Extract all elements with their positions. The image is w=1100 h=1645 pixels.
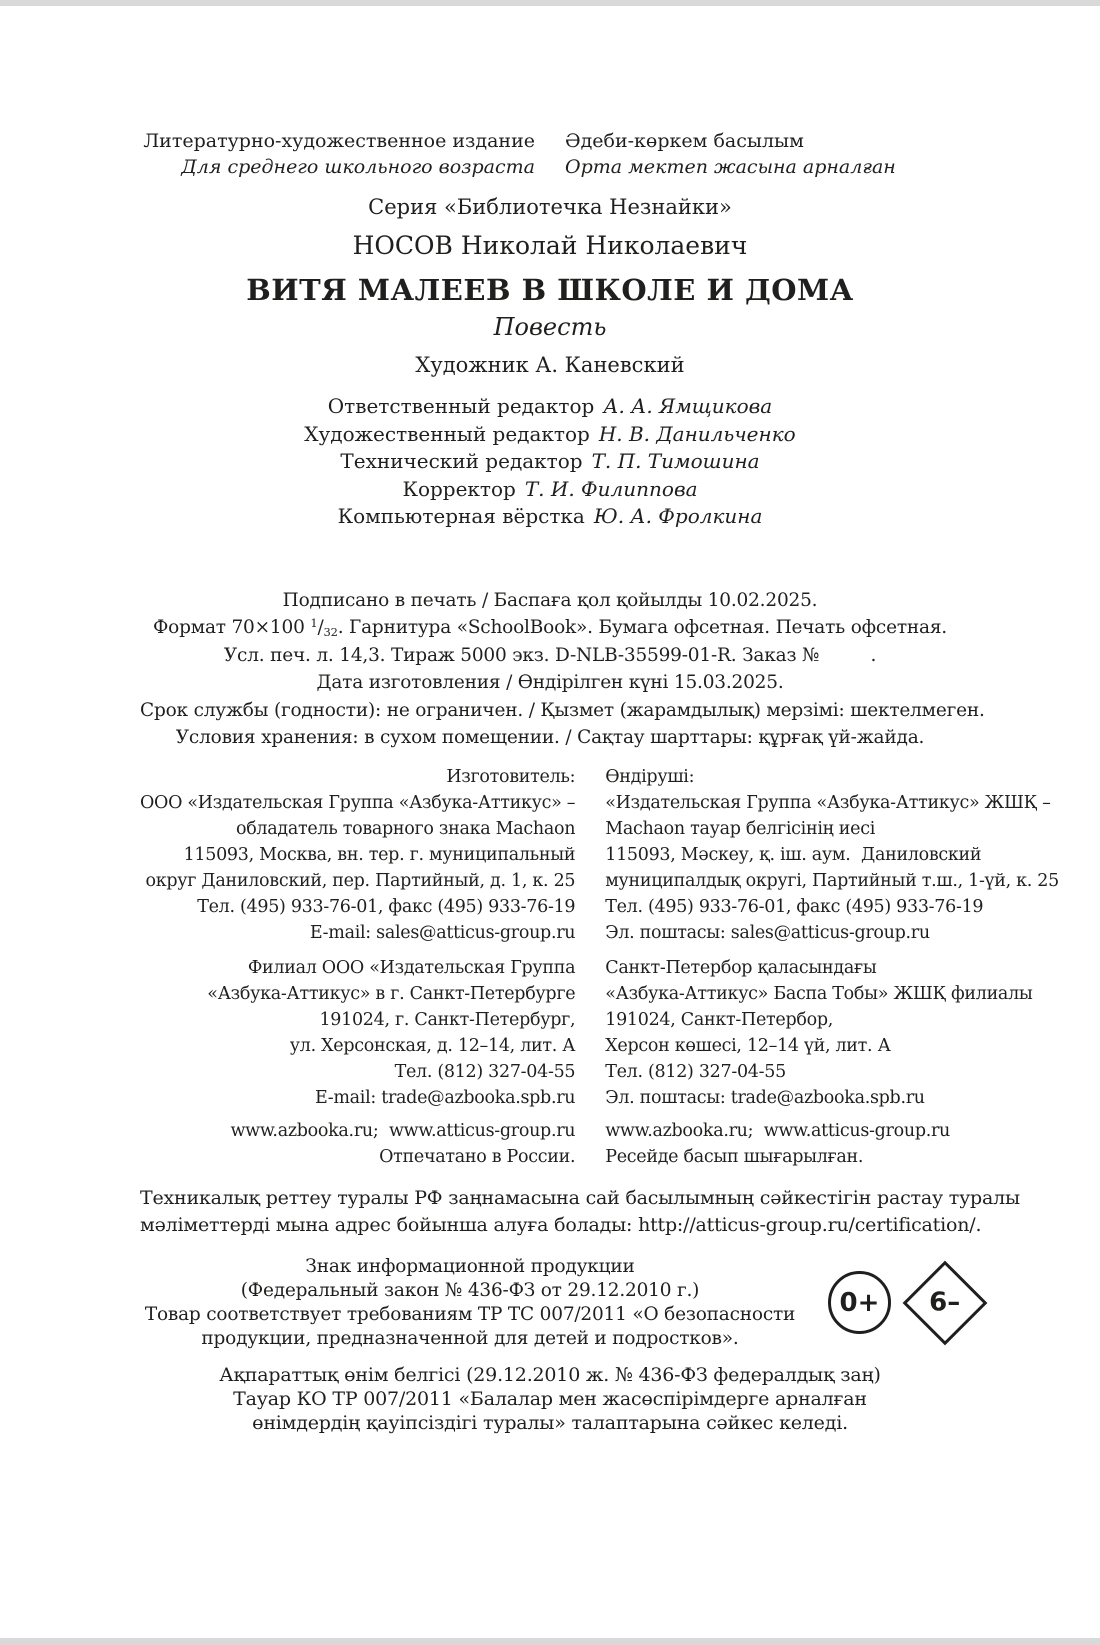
staff-person: А. А. Ямщикова (603, 394, 773, 418)
addr-line: 191024, Санкт-Петербор, (605, 1009, 833, 1030)
manufacturer-ru-block (140, 764, 575, 946)
branch-kk-block (605, 955, 1059, 1111)
staff-line-technical-editor (140, 448, 960, 476)
addr-line: Филиал ООО «Издательская Группа (247, 957, 576, 978)
info-sign-kk-line-3: өнімдердің қауіпсіздігі туралы» талаптарына сәйкес келеді. (252, 1411, 848, 1434)
addr-line: «Издательская Группа «Азбука-Аттикус» ЖШҚ – (605, 792, 1051, 813)
certification-line-1: Техникалық реттеу туралы РФ заңнамасына сай басылымның сәйкестігін растау туралы (140, 1186, 1020, 1209)
audience-label-ru: Для среднего школьного возраста (181, 156, 535, 178)
staff-role: Корректор (402, 476, 516, 501)
addr-line: Machaon тауар белгісінің иесі (605, 818, 876, 839)
staff-role: Компьютерная вёрстка (337, 504, 585, 528)
age-6minus-badge-icon (903, 1260, 988, 1345)
addr-line: 191024, г. Санкт-Петербург, (319, 1009, 576, 1030)
addr-line: Эл. поштасы: sales@atticus-group.ru (605, 922, 930, 943)
addr-line: E-mail: trade@azbooka.spb.ru (314, 1087, 576, 1108)
imprint-format-line (140, 614, 960, 642)
audience-label-kk: Орта мектеп жасына арналған (565, 156, 896, 178)
staff-list (140, 393, 960, 531)
info-sign-ru (140, 1255, 800, 1351)
staff-line-proofreader (140, 476, 960, 504)
addr-line: Изготовитель: (446, 766, 576, 787)
addr-line: E-mail: sales@atticus-group.ru (309, 922, 576, 943)
imprint-signed-date: Подписано в печать / Баспаға қол қойылды 10.02.2025. (282, 589, 818, 611)
staff-person: Т. И. Филиппова (524, 476, 698, 501)
imprint-service-life: Срок службы (годности): не ограничен. / Қызмет (жарамдылық) мерзімі: шектелмеген. (140, 699, 985, 721)
printed-in-ru: Отпечатано в России. (379, 1146, 576, 1167)
info-sign-kk-line-1: Ақпараттық өнім белгісі (29.12.2010 ж. № 436-ФЗ федералдық заң) (219, 1363, 881, 1386)
manufacturer-row (140, 764, 1059, 1170)
printed-in-kk: Ресейде басып шығарылған. (605, 1146, 864, 1167)
format-fraction-slash: / (317, 617, 324, 638)
age-0plus-badge-icon: 0+ (828, 1271, 891, 1334)
age-6minus-label: 6– (929, 1287, 961, 1318)
age-rating-badges (828, 1265, 983, 1341)
staff-person: Н. В. Данильченко (598, 421, 796, 446)
staff-line-layout (140, 503, 960, 531)
staff-line-art-editor (140, 421, 960, 449)
staff-person: Т. П. Тимошина (591, 449, 760, 473)
info-sign-kk-line-2: Тауар КО ТР 007/2011 «Балалар мен жасөспірімдерге арналған (233, 1387, 867, 1410)
genre-label: Повесть (493, 313, 607, 341)
staff-role: Ответственный редактор (327, 394, 595, 418)
edition-label-kk: Әдеби-көркем басылым (565, 130, 804, 152)
info-sign-ru-line-2: (Федеральный закон № 436-ФЗ от 29.12.2010 г.) (240, 1279, 700, 1301)
addr-line: Тел. (495) 933-76-01, факс (495) 933-76-19 (605, 896, 984, 917)
addr-line: Эл. поштасы: trade@azbooka.spb.ru (605, 1087, 925, 1108)
addr-line: Тел. (812) 327-04-55 (394, 1061, 576, 1082)
edition-row (140, 128, 960, 154)
staff-line-responsible-editor (140, 393, 960, 421)
format-text: Формат 70×100 (153, 617, 311, 638)
addr-line: Өндіруші: (605, 766, 695, 787)
addr-line: 115093, Москва, вн. тер. г. муниципальный (183, 844, 576, 865)
artist-credit: Художник А. Каневский (415, 353, 685, 377)
edition-label-ru: Литературно-художественное издание (143, 130, 535, 152)
addr-line: «Азбука-Аттикус» в г. Санкт-Петербурге (207, 983, 576, 1004)
manufacturer-kk (605, 764, 1059, 1170)
addr-line: округ Даниловский, пер. Партийный, д. 1, к. 25 (145, 870, 576, 891)
colophon-content (140, 0, 1059, 1435)
author-name: НОСОВ Николай Николаевич (352, 231, 748, 260)
websites-ru: www.azbooka.ru; www.atticus-group.ru (230, 1120, 576, 1141)
imprint-storage: Условия хранения: в сухом помещении. / Сақтау шарттары: құрғақ үй-жайда. (175, 727, 925, 748)
imprint-volume-line: Усл. печ. л. 14,3. Тираж 5000 экз. D-NLB-35599-01-R. Заказ № . (223, 644, 877, 666)
manufacturer-ru (140, 764, 575, 1170)
format-fraction-denominator: 32 (323, 625, 338, 639)
format-fraction-numerator: 1 (310, 616, 318, 630)
book-title: ВИТЯ МАЛЕЕВ В ШКОЛЕ И ДОМА (246, 273, 854, 307)
addr-line: муниципалдық округі, Партийный т.ш., 1-үй, к. 25 (605, 870, 1059, 891)
certification-line-2: мәліметтерді мына адрес бойынша алуға болады: http://atticus-group.ru/certification/. (140, 1213, 982, 1236)
addr-line: Тел. (812) 327-04-55 (605, 1061, 786, 1082)
web-kk-block (605, 1118, 1059, 1170)
staff-person: Ю. А. Фролкина (593, 504, 763, 528)
info-sign-kk (140, 1363, 960, 1435)
addr-line: «Азбука-Аттикус» Баспа Тобы» ЖШҚ филиалы (605, 983, 1033, 1004)
scan-edge-top (0, 0, 1100, 6)
info-sign-row (140, 1255, 960, 1351)
addr-line: ООО «Издательская Группа «Азбука-Аттикус» – (140, 792, 576, 813)
imprint-made-date: Дата изготовления / Өндірілген күні 15.03.2025. (316, 672, 784, 693)
certification-note (140, 1185, 1020, 1239)
imprint-block (140, 587, 985, 752)
info-sign-ru-line-4: продукции, предназначенной для детей и подростков». (201, 1327, 739, 1349)
addr-line: 115093, Мәскеу, қ. іш. аум. Даниловский (605, 844, 982, 865)
addr-line: ул. Херсонская, д. 12–14, лит. А (289, 1035, 576, 1056)
audience-row (140, 154, 960, 180)
addr-line: Санкт-Петербор қаласындағы (605, 957, 877, 978)
manufacturer-kk-block (605, 764, 1059, 946)
addr-line: обладатель товарного знака Machaon (235, 818, 576, 839)
addresses-section (140, 764, 1059, 1170)
websites-kk: www.azbooka.ru; www.atticus-group.ru (605, 1120, 951, 1141)
series-title: Серия «Библиотечка Незнайки» (368, 195, 732, 219)
staff-role: Технический редактор (340, 449, 583, 473)
branch-ru-block (140, 955, 575, 1111)
info-sign-ru-line-1: Знак информационной продукции (305, 1255, 635, 1277)
info-sign-ru-line-3: Товар соответствует требованиям ТР ТС 007/2011 «О безопасности (144, 1303, 796, 1325)
addr-line: Тел. (495) 933-76-01, факс (495) 933-76-19 (197, 896, 576, 917)
format-text-rest: . Гарнитура «SchoolBook». Бумага офсетная. Печать офсетная. (337, 617, 947, 638)
web-ru-block (140, 1118, 575, 1170)
addr-line: Херсон көшесі, 12–14 үй, лит. А (605, 1035, 891, 1056)
scan-edge-bottom (0, 1638, 1100, 1645)
staff-role: Художественный редактор (304, 421, 590, 446)
